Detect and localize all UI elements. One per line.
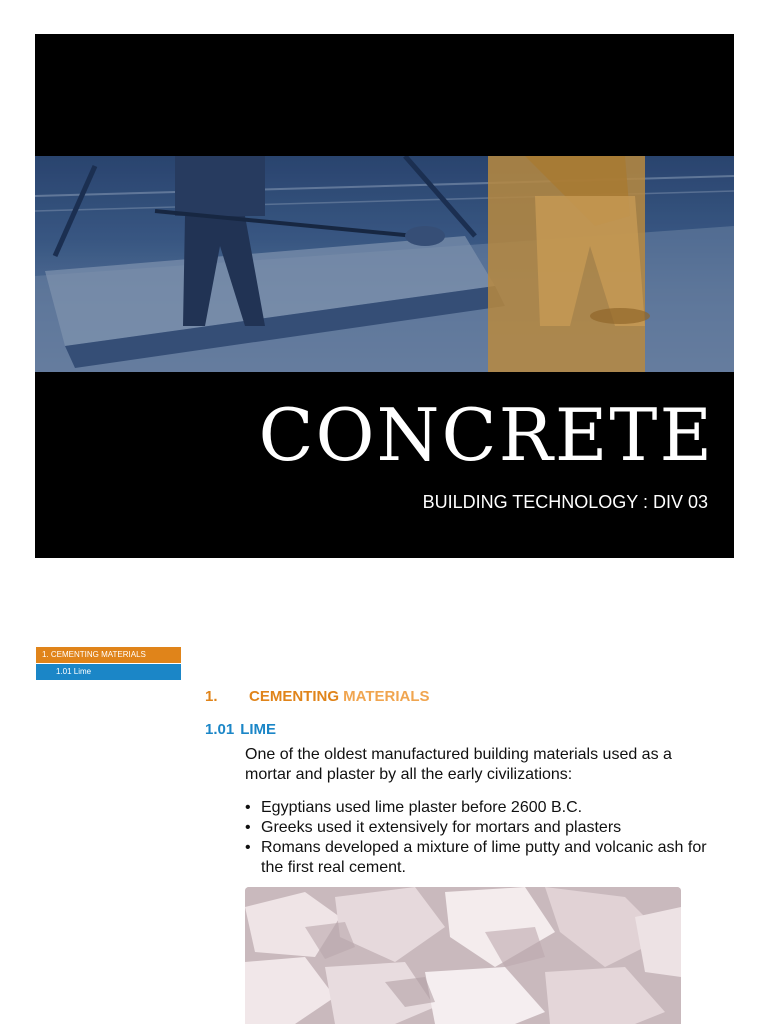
tab-cementing-materials[interactable]: 1. CEMENTING MATERIALS [36, 647, 181, 663]
intro-paragraph: One of the oldest manufactured building materials used as a mortar and plaster by all the early civilizations: [245, 746, 672, 783]
cover-title: CONCRETE [258, 393, 714, 477]
list-item: • Egyptians used lime plaster before 2600 B.C. [245, 798, 715, 818]
cover-slide [35, 34, 734, 558]
cover-subtitle: BUILDING TECHNOLOGY : DIV 03 [422, 492, 708, 512]
history-list [245, 798, 715, 878]
subsection-number: 1.01 [205, 721, 235, 738]
lime-rocks-graphic [245, 887, 681, 1024]
list-item: • Romans developed a mixture of lime putty and volcanic ash for the first real cement. [245, 838, 715, 878]
tab-lime[interactable]: 1.01 Lime [36, 664, 181, 680]
section-heading [205, 688, 430, 705]
section-title-word2: MATERIALS [343, 688, 430, 705]
lime-rocks-photo [245, 887, 681, 1024]
construction-workers-photo [35, 156, 734, 372]
subsection-title: LIME [240, 721, 277, 738]
list-item: • Greeks used it extensively for mortars and plasters [245, 818, 715, 838]
section-number: 1. [205, 688, 218, 705]
section-title-word1: CEMENTING [249, 688, 339, 705]
subsection-heading [205, 721, 276, 738]
cover-photo-graphic [35, 156, 734, 372]
